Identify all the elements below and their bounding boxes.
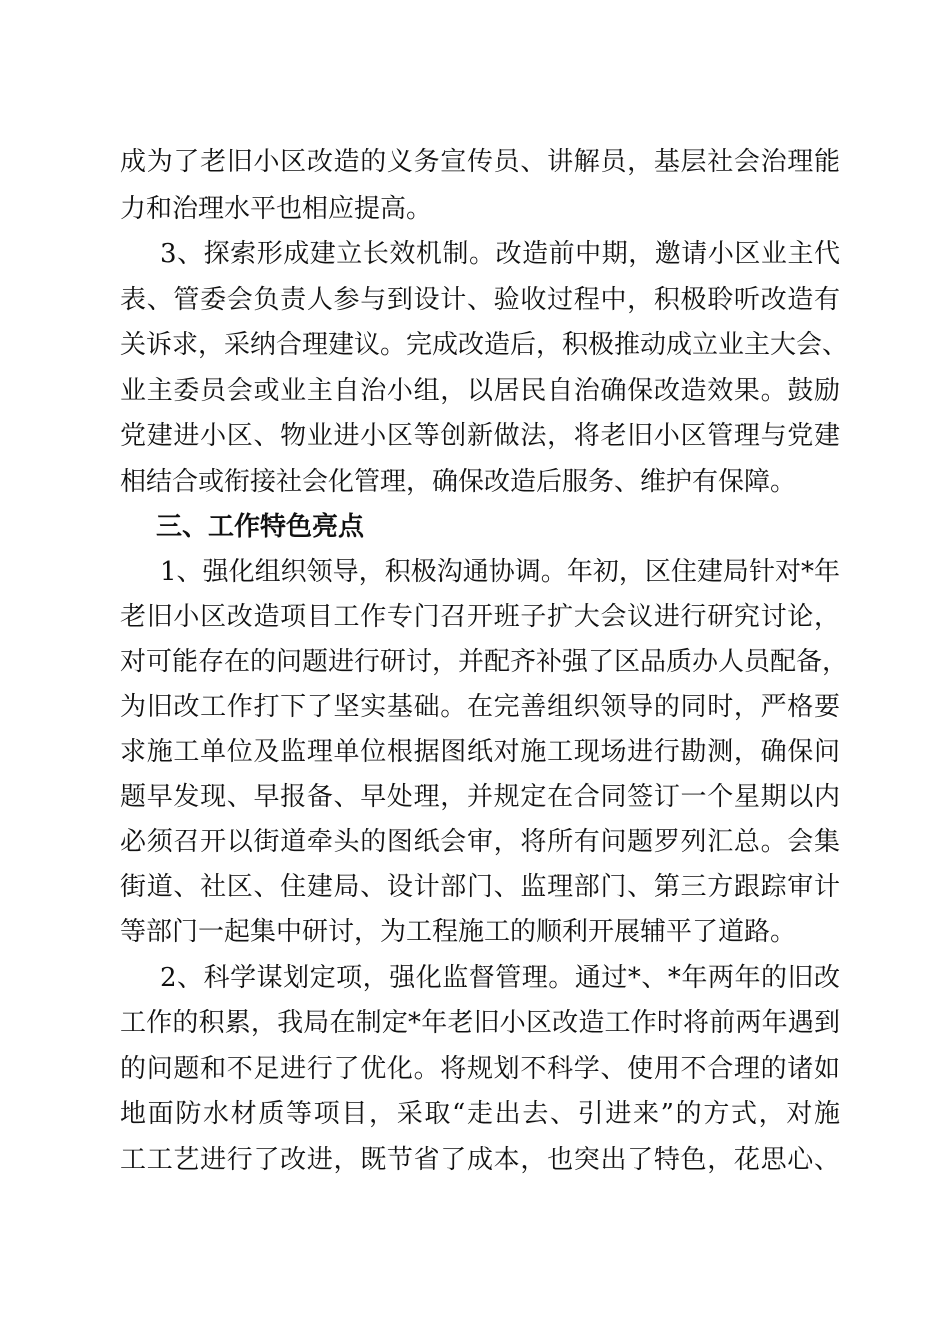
paragraph-line: 等部门一起集中研讨，为工程施工的顺利开展辅平了道路。: [120, 917, 797, 947]
paragraph-line: 必须召开以街道牵头的图纸会审，将所有问题罗列汇总。会集: [120, 827, 840, 857]
paragraph-line: 3、探索形成建立长效机制。改造前中期，邀请小区业主代: [160, 239, 840, 269]
paragraph-line: 工工艺进行了改进，既节省了成本，也突出了特色，花思心、: [120, 1145, 840, 1175]
paragraph-line: 题早发现、早报备、早处理，并规定在合同签订一个星期以内: [120, 782, 840, 812]
paragraph-line: 表、管委会负责人参与到设计、验收过程中，积极聆听改造有: [120, 285, 840, 315]
paragraph-line: 对可能存在的问题进行研讨，并配齐补强了区品质办人员配备，: [120, 647, 849, 677]
paragraph-line: 成为了老旧小区改造的义务宣传员、讲解员，基层社会治理能: [120, 147, 840, 177]
paragraph-line: 为旧改工作打下了坚实基础。在完善组织领导的同时，严格要: [120, 692, 840, 722]
paragraph-line: 地面防水材质等项目，采取“走出去、引进来”的方式，对施: [120, 1099, 840, 1129]
paragraph-line: 工作的积累，我局在制定*年老旧小区改造工作时将前两年遇到: [120, 1008, 840, 1038]
paragraph-line: 2、科学谋划定项，强化监督管理。通过*、*年两年的旧改: [160, 963, 840, 993]
paragraph-line: 关诉求，采纳合理建议。完成改造后，积极推动成立业主大会、: [120, 330, 849, 360]
paragraph-line: 党建进小区、物业进小区等创新做法，将老旧小区管理与党建: [120, 421, 840, 451]
paragraph-line: 业主委员会或业主自治小组，以居民自治确保改造效果。鼓励: [120, 376, 840, 406]
paragraph-line: 求施工单位及监理单位根据图纸对施工现场进行勘测，确保问: [120, 737, 840, 767]
paragraph-line: 街道、社区、住建局、设计部门、监理部门、第三方跟踪审计: [120, 872, 840, 902]
paragraph-line: 相结合或衔接社会化管理，确保改造后服务、维护有保障。: [120, 467, 797, 497]
section-heading: 三、工作特色亮点: [156, 512, 365, 542]
paragraph-line: 老旧小区改造项目工作专门召开班子扩大会议进行研究讨论，: [120, 602, 840, 632]
paragraph-line: 力和治理水平也相应提高。: [120, 194, 433, 224]
paragraph-line: 1、强化组织领导，积极沟通协调。年初，区住建局针对*年: [160, 557, 840, 587]
paragraph-line: 的问题和不足进行了优化。将规划不科学、使用不合理的诸如: [120, 1054, 840, 1084]
